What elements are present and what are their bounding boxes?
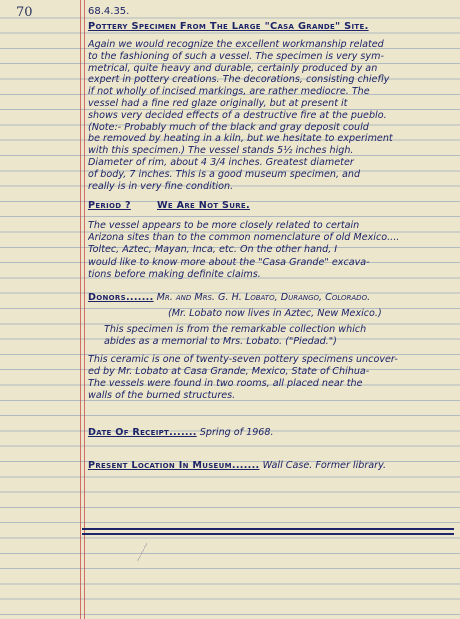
pencil-scribble: ⁓⁓⁓ xyxy=(134,540,151,564)
text-line: really is in very fine condition. xyxy=(88,180,234,192)
text-line: (Note:- Probably much of the black and gray deposit could xyxy=(88,121,369,133)
text-line: The vessels were found in two rooms, all placed near the xyxy=(88,378,363,389)
text-line: to the fashioning of such a vessel. The specimen is very sym- xyxy=(88,50,384,62)
text-line: This ceramic is one of twenty-seven pottery specimens uncover- xyxy=(88,354,398,365)
donors-label: Donors....... xyxy=(88,292,154,303)
margin-line xyxy=(80,0,81,619)
donors-value: Mr. and Mrs. G. H. Lobato, Durango, Colorado. xyxy=(156,292,371,303)
location-value: Wall Case. Former library. xyxy=(262,460,387,471)
donors-line xyxy=(88,290,450,305)
text-line: expert in pottery creations. The decorations, consisting chiefly xyxy=(88,74,390,86)
text-line: This specimen is from the remarkable collection which xyxy=(104,324,367,335)
text-line: metrical, quite heavy and durable, certainly produced by an xyxy=(88,62,378,74)
receipt-label: Date Of Receipt....... xyxy=(88,427,197,438)
receipt-value: Spring of 1968. xyxy=(199,427,274,438)
text-line: of body, 7 inches. This is a good museum specimen, and xyxy=(88,168,361,180)
text-line: would like to know more about the "Casa Grande" excava- xyxy=(88,256,370,268)
location-line xyxy=(88,458,450,473)
donors-note: (Mr. Lobato now lives in Aztec, New Mexico.) xyxy=(168,308,382,319)
text-line: The vessel appears to be more closely related to certain xyxy=(88,220,360,231)
catalog-number: 68.4.35. xyxy=(88,6,130,17)
period-line xyxy=(88,198,450,213)
period-value: We Are Not Sure. xyxy=(157,200,250,211)
receipt-line xyxy=(88,425,450,440)
margin-line xyxy=(84,0,85,619)
text-line: walls of the burned structures. xyxy=(88,390,236,401)
text-line: be removed by heating in a kiln, but we hesitate to experiment xyxy=(88,133,393,145)
end-rule-top xyxy=(82,528,454,530)
text-line: Again we would recognize the excellent workmanship related xyxy=(88,39,384,50)
text-line: Arizona sites than to the common nomenclature of old Mexico.... xyxy=(88,232,400,244)
text-line: Toltec, Aztec, Mayan, Inca, etc. On the other hand, I xyxy=(88,244,338,256)
text-line: shows very decided effects of a destructive fire at the pueblo. xyxy=(88,109,387,121)
text-line: abides as a memorial to Mrs. Lobato. ("Piedad.") xyxy=(104,336,337,347)
location-label: Present Location In Museum....... xyxy=(88,460,260,471)
period-label: Period ? xyxy=(88,200,131,211)
page-number: 70 xyxy=(16,5,33,20)
text-line: tions before making definite claims. xyxy=(88,268,261,280)
text-line: vessel had a fine red glaze originally, but at present it xyxy=(88,98,348,109)
text-line: Diameter of rim, about 4 3/4 inches. Greatest diameter xyxy=(88,157,354,168)
text-line: ed by Mr. Lobato at Casa Grande, Mexico, State of Chihua- xyxy=(88,366,370,377)
entry-title: Pottery Specimen From The Large "Casa Grande" Site. xyxy=(88,21,369,32)
text-line: if not wholly of incised markings, are rather mediocre. The xyxy=(88,86,370,98)
end-rule-bottom xyxy=(82,533,454,535)
text-line: with this specimen.) The vessel stands 5½ inches high. xyxy=(88,145,354,157)
